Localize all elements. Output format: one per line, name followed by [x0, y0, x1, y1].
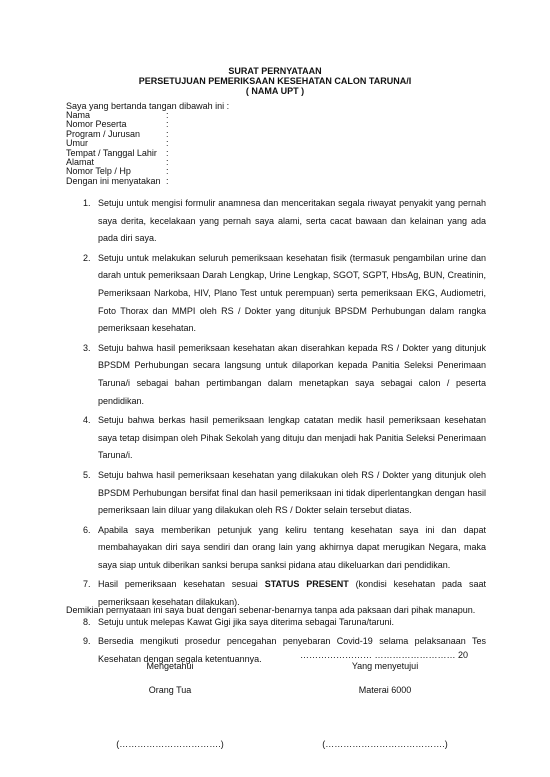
field-colon: :: [166, 147, 169, 158]
status-present-emphasis: STATUS PRESENT: [264, 579, 349, 590]
item-number: 6.: [83, 524, 91, 535]
letter-subtitle: PERSETUJUAN PEMERIKSAAN KESEHATAN CALON TARUNA/I: [138, 76, 412, 86]
field-label: Alamat: [66, 156, 95, 167]
item-number: 8.: [83, 616, 91, 627]
field-label: Dengan ini menyatakan: [66, 175, 161, 186]
list-item: [66, 340, 486, 410]
item-number: 3.: [83, 342, 91, 353]
intro-text: Saya yang bertanda tangan dibawah ini :: [66, 101, 230, 111]
item-text-post: (kondisi kesehatan pada saat pemeriksaan kesehatan dilakukan).: [98, 579, 486, 608]
field-label: Tempat / Tanggal Lahir: [66, 147, 157, 158]
right-signature-blank: (………………………………….): [322, 739, 448, 749]
list-item: [66, 614, 486, 632]
date-place-line: …………………… ……………………… 20: [300, 650, 469, 660]
field-colon: :: [166, 128, 169, 139]
item-text-pre: Hasil pemeriksaan kesehatan sesuai: [98, 579, 265, 590]
item-text: Bersedia mengikuti prosedur pencegahan penyebaran Covid-19 selama pelaksanaan Tes Kesehatan dengan segala ketentuannya.: [98, 636, 486, 664]
field-colon: :: [166, 110, 169, 120]
item-text: Setuju untuk melakukan seluruh pemeriksaan kesehatan fisik (termasuk pengambilan urine dan darah untuk pemeriksaan Darah Lengkap, Urine Lengkap, SGOT, SGPT, HbsAg, BUN, Creatinin, Pemeriksaan Narkoba, HIV, Plano Test untuk perempuan) serta pemeriksaan EKG, Audiometri, Foto Thorax dan MMPI oleh RS / Dokter yang ditunjuk BPSDM Perhubungan dalam rangka pemeriksaan kesehatan.: [98, 252, 486, 334]
item-text: [98, 579, 486, 607]
left-signature-role: Mengetahui: [146, 661, 194, 671]
field-label: Program / Jurusan: [66, 128, 141, 139]
closing-statement: Demikian pernyataan ini saya buat dengan sebenar-benarnya tanpa ada paksaan dari pihak manapun.: [66, 605, 476, 615]
right-signature-role: Yang menyetujui: [351, 661, 419, 671]
field-label: Umur: [66, 138, 88, 149]
item-number: 2.: [83, 252, 91, 263]
list-item: [66, 412, 486, 465]
materai-label: Materai 6000: [358, 685, 412, 695]
field-colon: :: [166, 119, 169, 130]
item-text: Setuju bahwa hasil pemeriksaan kesehatan akan diserahkan kepada RS / Dokter yang ditunjuk BPSDM Perhubungan secara langsung untuk dilaporkan kepada Panitia Seleksi Penerimaan Taruna/i sebagai bahan pertimbangan dalam menetapkan saya sebagai calon / peserta pendidikan.: [98, 342, 486, 406]
item-number: 1.: [83, 198, 91, 208]
list-item: [66, 467, 486, 520]
item-text: Setuju bahwa hasil pemeriksaan kesehatan yang dilakukan oleh RS / Dokter yang ditunjuk oleh BPSDM Perhubungan bersifat final dan hasil pemeriksaan ini tidak diperlentangkan dengan hasil pemeriksaan lain diluar yang dilakukan oleh RS / Dokter selain tersebut diatas.: [98, 469, 486, 516]
upt-name: ( NAMA UPT ): [245, 86, 305, 96]
item-text: Apabila saya memberikan petunjuk yang keliru tentang kesehatan saya ini dan dapat membahayakan diri saya sendiri dan orang lain yang akhirnya dapat merugikan Negara, maka saya siap untuk diberikan sanksi berupa sanksi pidana atau dikeluarkan dari pendidikan.: [98, 524, 486, 570]
field-colon: :: [166, 166, 169, 177]
left-signature-party: Orang Tua: [148, 685, 192, 695]
list-item: [66, 195, 486, 248]
field-label: Nomor Telp / Hp: [66, 166, 131, 177]
letter-title: SURAT PERNYATAAN: [228, 66, 322, 76]
field-label: Nama: [66, 110, 91, 120]
statement-list: [66, 195, 486, 670]
list-item: [66, 522, 486, 575]
field-colon: :: [166, 138, 169, 149]
item-text: Setuju bahwa berkas hasil pemeriksaan lengkap catatan medik hasil pemeriksaan kesehatan saya tetap disimpan oleh Pihak Sekolah yang dituju dan menjadi hak Panitia Seleksi Penerimaan Taruna/i.: [98, 415, 486, 461]
item-number: 7.: [83, 579, 91, 590]
item-text: Setuju untuk melepas Kawat Gigi jika saya diterima sebagai Taruna/taruni.: [98, 616, 394, 627]
item-text: Setuju untuk mengisi formulir anamnesa dan menceritakan segala riwayat penyakit yang pernah saya derita, kecelakaan yang pernah saya alami, serta cacat bawaan dan kelainan yang ada pada diri saya.: [98, 198, 486, 244]
list-item: [66, 250, 486, 338]
item-number: 9.: [83, 636, 91, 647]
field-colon: :: [166, 175, 169, 186]
item-number: 5.: [83, 469, 91, 480]
field-label: Nomor Peserta: [66, 119, 127, 130]
item-number: 4.: [83, 415, 91, 426]
field-colon: :: [166, 156, 169, 167]
left-signature-blank: (…………………………….): [116, 739, 224, 749]
